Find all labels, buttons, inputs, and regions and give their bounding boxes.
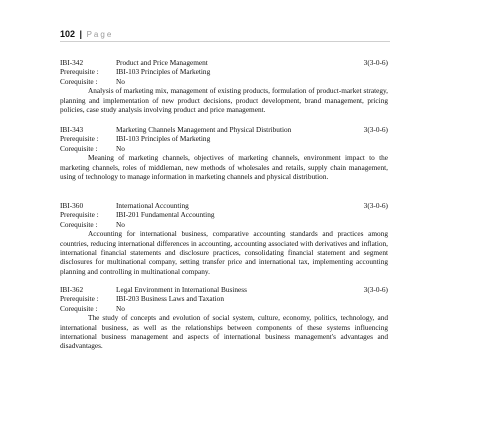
corequisite-value: No bbox=[116, 219, 125, 229]
course-description: Accounting for international business, comparative accounting standards and practices among countries, reducing international differences in accounting, accounting associated with derivatives and inflation, international financial statements and disclosure practices, consolidating financial statement and segment disclosures for multinational company, setting transfer price and international tax, implementing accounting planning and controlling in multinational company. bbox=[60, 229, 388, 276]
corequisite-label: Corequisite : bbox=[60, 303, 98, 313]
corequisite-label: Corequisite : bbox=[60, 143, 98, 153]
course-title: Legal Environment in International Business bbox=[116, 285, 247, 294]
prerequisite-label: Prerequisite : bbox=[60, 67, 99, 77]
course-title: International Accounting bbox=[116, 201, 189, 210]
course-entry bbox=[60, 58, 388, 114]
course-title: Product and Price Management bbox=[116, 58, 208, 67]
prerequisite-value: IBI-103 Principles of Marketing bbox=[116, 67, 211, 77]
prerequisite-label: Prerequisite : bbox=[60, 134, 99, 144]
corequisite-label: Corequisite : bbox=[60, 219, 98, 229]
prerequisite-value: IBI-203 Business Laws and Taxation bbox=[116, 294, 224, 304]
course-credits: 3(3-0-6) bbox=[363, 125, 388, 134]
course-code: IBI-362 bbox=[60, 285, 84, 294]
page-separator: | bbox=[79, 29, 83, 39]
course-code: IBI-360 bbox=[60, 201, 84, 210]
page-number: 102 bbox=[60, 29, 76, 39]
course-entry bbox=[60, 125, 388, 181]
course-title: Marketing Channels Management and Physical Distribution bbox=[116, 125, 292, 134]
corequisite-value: No bbox=[116, 303, 125, 313]
course-code: IBI-342 bbox=[60, 58, 84, 67]
prerequisite-value: IBI-201 Fundamental Accounting bbox=[116, 210, 215, 220]
course-entry bbox=[60, 201, 388, 276]
corequisite-label: Corequisite : bbox=[60, 76, 98, 86]
course-credits: 3(3-0-6) bbox=[363, 58, 388, 67]
course-credits: 3(3-0-6) bbox=[363, 285, 388, 294]
course-entry bbox=[60, 285, 388, 351]
corequisite-value: No bbox=[116, 143, 125, 153]
course-code: IBI-343 bbox=[60, 125, 84, 134]
page-header bbox=[60, 29, 390, 42]
course-description: Meaning of marketing channels, objectives of marketing channels, environment impact to the marketing channels, roles of middleman, new methods of wholesales and retails, supply chain management, using of technology to manage information in marketing channels and physical distribution. bbox=[60, 153, 388, 181]
prerequisite-label: Prerequisite : bbox=[60, 210, 99, 220]
corequisite-value: No bbox=[116, 76, 125, 86]
prerequisite-label: Prerequisite : bbox=[60, 294, 99, 304]
course-description: Analysis of marketing mix, management of existing products, formulation of product-market strategy, planning and implementation of new product decisions, product development, brand management, pricing policies, case study analysis involving product and price management. bbox=[60, 86, 388, 114]
course-description: The study of concepts and evolution of social system, culture, economy, politics, technology, and international business, as well as the relationships between components of these systems influencing international business management and aspects of international business management's advantages and disadvantages. bbox=[60, 313, 388, 351]
page-word: Page bbox=[86, 30, 114, 39]
prerequisite-value: IBI-103 Principles of Marketing bbox=[116, 134, 211, 144]
course-credits: 3(3-0-6) bbox=[363, 201, 388, 210]
